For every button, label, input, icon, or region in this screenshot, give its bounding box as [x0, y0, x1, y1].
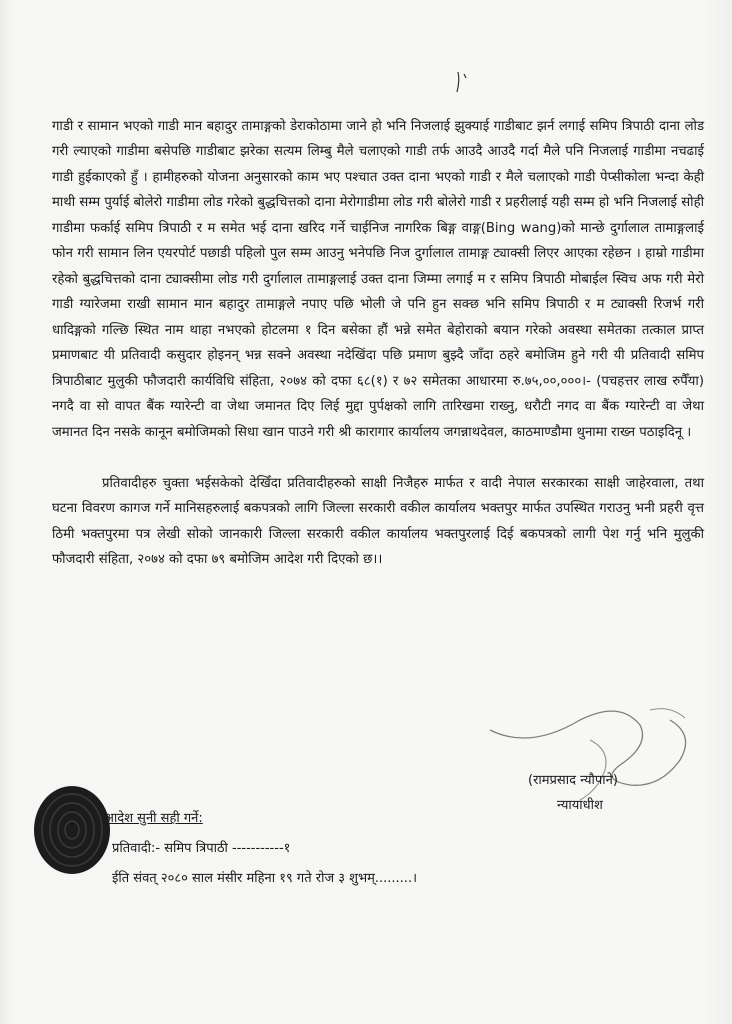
- judge-name: (रामप्रसाद न्यौपाने): [528, 773, 618, 788]
- judge-signature-scribble: [470, 690, 710, 810]
- judge-title: न्यायाधीश: [557, 798, 603, 813]
- order-body-text: [52, 88, 704, 598]
- order-heard-heading: आदेश सुनी सही गर्ने:: [104, 811, 203, 826]
- order-paragraph-1: गाडी र सामान भएको गाडी मान बहादुर तामाङ्गको डेराकोठामा जाने हो भनि निजलाई झुक्याई गाडीबाट झर्न लगाई समिप त्रिपाठी दाना लोड गरी ल्याएको गाडीमा बसेपछि गाडीबाट झरेका सत्यम लिम्बु मैले चलाएको गाडी तर्फ आउदै आउदै गर्दा मैले पनि निजलाई गाडीमा नचढाई गाडी हुईकाएको हुँ । हामीहरुको योजना अनुसारको काम भए पश्चात उक्त दाना भएको गाडी र मैले चलाएको गाडी पेप्सीकोला भन्दा केही माथी सम्म पुर्याई बोलेरो गाडीमा लोड गरेको बुद्धचित्तको दाना मेरोगाडीमा लोड गरी बोलेरो गाडी र प्रहरीलाई यही सम्म हो भनि निजलाई सोही गाडीमा फर्काई समिप त्रिपाठी र म समेत भई दाना खरिद गर्ने चाईनिज नागरिक बिङ्ग वाङ्ग(Bing wang)को मान्छे दुर्गालाल तामाङ्गलाई फोन गरी सामान लिन एयरपोर्ट पछाडी पहिलो पुल सम्म आउनु भनेपछि निज दुर्गालाल तामाङ्ग ट्याक्सी लिएर आएका रहेछन । हाम्रो गाडीमा रहेको बुद्धचित्तको दाना ट्याक्सीमा लोड गरी दुर्गालाल तामाङ्गलाई उक्त दाना जिम्मा लगाई म र समिप त्रिपाठी मोबाईल स्विच अफ गरी मेरो गाडी ग्यारेजमा राखी सामान मान बहादुर तामाङ्गले नपाए पछि भोली जे पनि हुन सक्छ भनि समिप त्रिपाठी र म ट्याक्सी रिजर्भ गरी धादिङ्गको गल्छि स्थित नाम थाहा नभएको होटलमा १ दिन बसेका हौं भन्ने समेत बेहोराको बयान गरेको अवस्था समेतका तत्काल प्राप्त प्रमाणबाट यी प्रतिवादी कसुदार होइनन् भन्न सक्ने अवस्था नदेखिंदा पछि प्रमाण बुझ्दै जाँदा ठहरे बमोजिम हुने गरी यी प्रतिवादी समिप त्रिपाठीबाट मुलुकी फौजदारी कार्यविधि संहिता, २०७४ को दफा ६८(१) र ७२ समेतका आधारमा रु.७५,००,०००।- (पचहत्तर लाख रुपैँया) नगदै वा सो वापत बैंक ग्यारेन्टी वा जेथा जमानत दिए लिई मुद्दा पुर्पक्षको लागि तारिखमा राख्नु, धरौटी नगद वा बैंक ग्यारेन्टी वा जेथा जमानत दिन नसके कानून बमोजिमको सिधा खान पाउने गरी श्री कारागार कार्यालय जगन्नाथदेवल, काठमाण्डौमा थुनामा राख्न पठाइदिनू ।: [52, 118, 704, 440]
- defendant-line: प्रतिवादी:- समिप त्रिपाठी -----------१: [112, 841, 291, 856]
- thumbprint-icon: [30, 782, 120, 882]
- order-paragraph-2: प्रतिवादीहरु चुक्ता भईसकेको देखिँदा प्रतिवादीहरुको साक्षी निजैहरु मार्फत र वादी नेपाल सरकारका साक्षी जाहेरवाला, तथा घटना विवरण कागज गर्ने मानिसहरुलाई बकपत्रको लागि जिल्ला सरकारी वकील कार्यालय भक्तपुर मार्फत उपस्थित गराउनु भनी प्रहरी वृत्त ठिमी भक्तपुरमा पत्र लेखी सोको जानकारी जिल्ला सरकारी वकील कार्यालय भक्तपुरलाई दिई बकपत्रको लागी पेश गर्नु भनि मुलुकी फौजदारी संहिता, २०७४ को दफा ७९ बमोजिम आदेश गरी दिएको छ।।: [52, 475, 704, 567]
- date-line: ईति संवत् २०८० साल मंसीर महिना १९ गते रोज ३ शुभम्.........।: [112, 871, 418, 886]
